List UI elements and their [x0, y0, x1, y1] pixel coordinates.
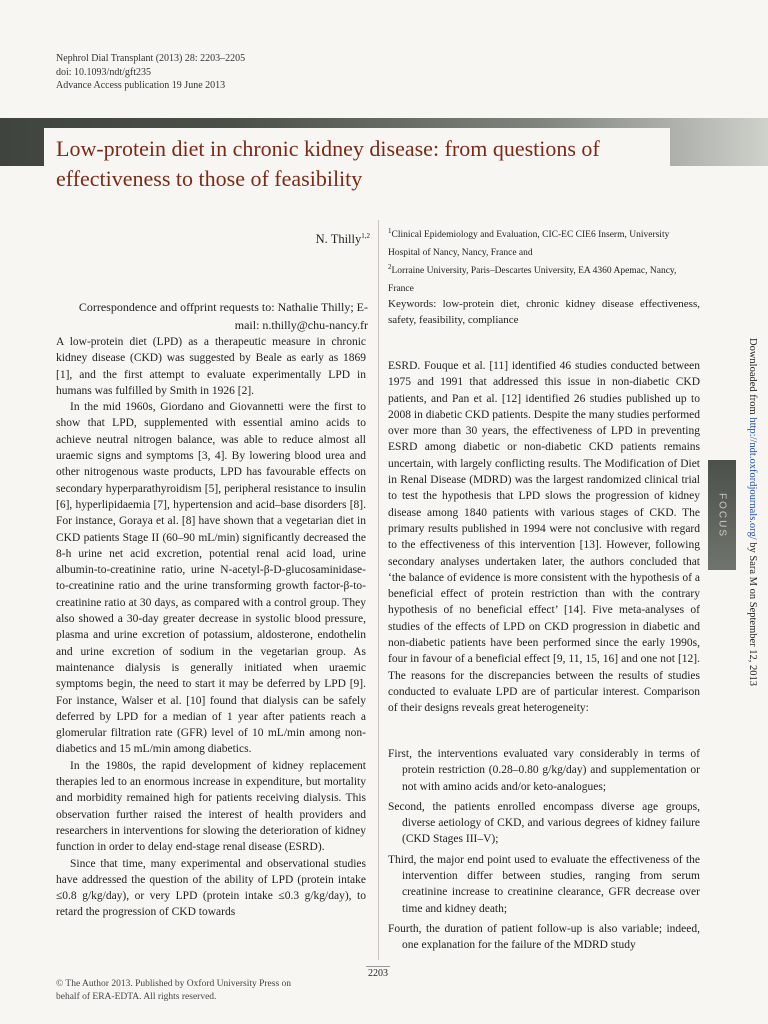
correspondence: Correspondence and offprint requests to: Nathalie Thilly; E-mail: n.thilly@chu-nancy.fr: [78, 300, 368, 332]
section-tab-label: FOCUS: [716, 492, 728, 538]
affiliation-1: $^1$Clinical Epidemiology and Evaluation, CIC-EC CIE6 Inserm, University Hospital of Nancy, Nancy, France and: [388, 226, 670, 258]
author-line: [316, 232, 370, 247]
affiliation-2: $^2$Lorraine University, Paris–Descartes University, EA 4360 Apemac, Nancy, France: [388, 262, 677, 294]
keywords: Keywords: low-protein diet, chronic kidney disease effectiveness, safety, feasibility, compliance: [388, 298, 700, 326]
paragraph: Since that time, many experimental and observational studies have addressed the question of the ability of LPD (protein intake ≤0.8 g/kg/day), or very LPD (protein intake ≤0.3 g/kg/day), to retard the progression of CKD towards: [56, 857, 366, 919]
paragraph: A low-protein diet (LPD) as a therapeutic measure in chronic kidney disease (CKD) was suggested by Beale as early as 1869 [1], and the first attempt to evaluate experimentally LPD in humans was fulfilled by Smith in 1926 [2].: [56, 336, 366, 397]
list-item: First, the interventions evaluated vary considerably in terms of protein restriction (0.28–0.80 g/kg/day) and supplementation or not with amino acids and/or keto-analogues;: [388, 748, 700, 793]
copyright-footer: © The Author 2013. Published by Oxford University Press on behalf of ERA-EDTA. All rights reserved.: [56, 979, 292, 1002]
journal-header: [56, 52, 245, 93]
publication-date-line: Advance Access publication 19 June 2013: [56, 80, 226, 91]
page-number: 2203: [368, 968, 388, 979]
heterogeneity-list: [388, 746, 700, 958]
paragraph: In the mid 1960s, Giordano and Giovannetti were the first to show that LPD, supplemented with essential amino acids to achieve neutral nitrogen balance, was able to reduce almost all uraemic signs and symptoms [3, 4]. By lowering blood urea and other nitrogenous waste products, LPD has favourable effects on secondary hyperparathyroidism [5], peripheral resistance to insulin [6], hyperlipidaemia [7], hypertension and acid–base disorders [8]. For instance, Goraya et al. [8] have shown that a vegetarian diet in CKD patients Stage II (60–90 mL/min) significantly decreased the 8-h urine net acid excretion, potential renal acid load, urine albumin-to-creatinine ratio, urine N-acetyl-β-D-glucosaminidase-to-creatinine ratio and the urine transforming growth factor-β-to-creatinine ratio at 30 days, as compared with a control group. They also showed a 30-day greater decrease in systolic blood pressure, plasma and urine excretion of potassium, aldosterone, endothelin and urine excretion of sodium in the vegetarian group. As maintenance dialysis is generally initiated when uraemic symptoms begin, the need to start it may be deferred by LPD [9]. For instance, Walser et al. [10] found that dialysis can be safely deferred by LPD for a median of 1 year after patients reach a glomerular filtration rate (GFR) level of 10 mL/min among non-diabetics and 15 mL/min among diabetics.: [56, 401, 366, 756]
author-affiliation-marks: 1,2: [361, 231, 370, 240]
section-tab: [708, 460, 736, 570]
article-title: Low-protein diet in chronic kidney disease: from questions of effectiveness to those of feasibility: [44, 128, 670, 198]
list-item: Second, the patients enrolled encompass diverse age groups, diverse aetiology of CKD, and various degrees of kidney failure (CKD Stages III–V);: [388, 800, 700, 846]
paragraph: In the 1980s, the rapid development of kidney replacement therapies led to an enormous increase in expenditure, but mortality and morbidity remained high for patients receiving dialysis. This observation further raised the interest of health providers and researchers in interventions for slowing the deterioration of kidney function in order to delay end-stage renal disease (ESRD).: [56, 759, 366, 854]
column-divider: [378, 220, 379, 960]
affiliations: [388, 226, 700, 298]
download-notice: Downloaded from http://ndt.oxfordjournals.org/ by Sara M on September 12, 2013: [747, 338, 758, 687]
doi-line: doi: 10.1093/ndt/gft235: [56, 66, 151, 78]
citation-line: Nephrol Dial Transplant (2013) 28: 2203–2205: [56, 53, 246, 64]
list-item: Third, the major end point used to evaluate the effectiveness of the intervention differ between studies, ranging from serum creatinine increase to creatinine clearance, GFR decrease over time and kidney death;: [388, 853, 700, 915]
paragraph: ESRD. Fouque et al. [11] identified 46 studies conducted between 1975 and 1991 that addressed this issue in non-diabetic CKD patients, and Pan et al. [12] identified 26 studies published up to 2008 in diabetic CKD patients. Despite the many studies performed over more than 30 years, the effectiveness of LPD in preventing ESRD among diabetic or non-diabetic CKD patients remains uncertain, with largely conflicting results. The Modification of Diet in Renal Disease (MDRD) was the largest randomized clinical trial to test the hypothesis that LPD slows the progression of kidney disease among 1840 patients with various stages of CKD. The primary results published in 1994 were not conclusive with regard to the effectiveness of this intervention [13]. However, following secondary analyses undertaken later, the authors concluded that ‘the balance of evidence is more consistent with the hypothesis of a beneficial effect of protein restriction than with the contrary hypothesis of no beneficial effect’ [14]. Five meta-analyses of studies of the effects of LPD on CKD progression in diabetic and non-diabetic patients have been performed since the early 1990s, four in favour of a beneficial effect [9, 11, 15, 16] and one not [12]. The reasons for the discrepancies between the results of studies conducted to evaluate LPD are of particular interest. Comparison of their designs reveals great heterogeneity:: [388, 360, 700, 715]
list-item: Fourth, the duration of patient follow-up is also variable; indeed, one explanation for the failure of the MDRD study: [388, 922, 700, 952]
body-column-right: [388, 358, 700, 717]
body-column-left: [56, 334, 366, 921]
author-name: N. Thilly: [315, 232, 362, 246]
download-url-link[interactable]: http://ndt.oxfordjournals.org/: [747, 417, 758, 540]
